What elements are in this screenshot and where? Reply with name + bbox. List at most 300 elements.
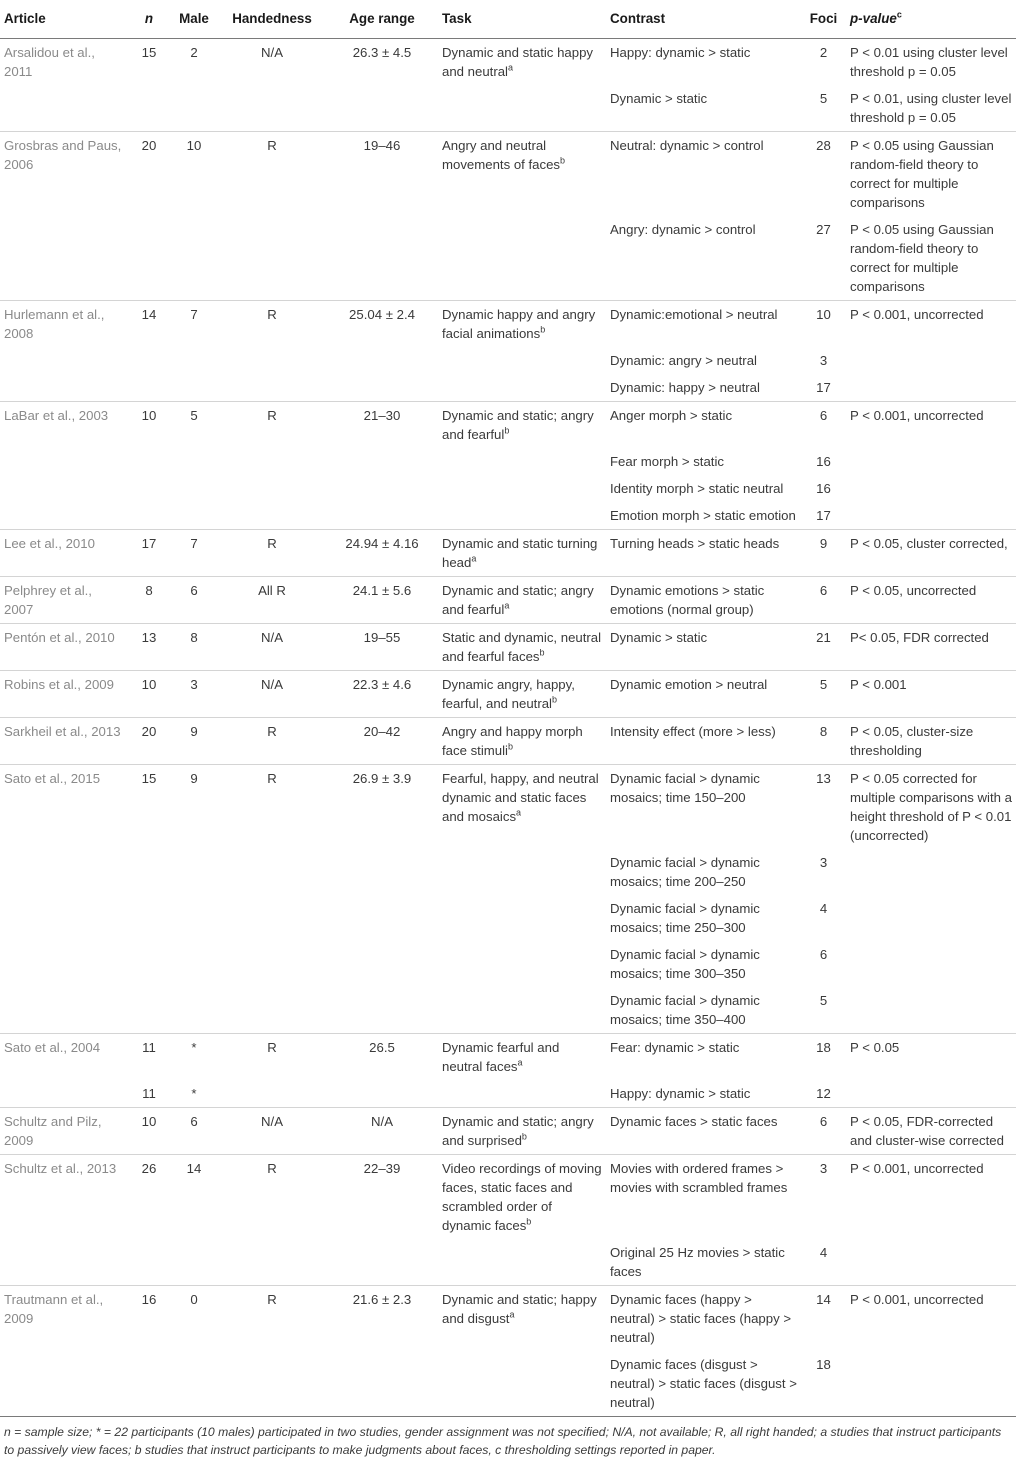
cell-contrast (606, 577, 801, 624)
cell-handedness (218, 530, 326, 577)
cell-article-text: Sarkheil et al., 2013 (4, 724, 121, 739)
cell-handedness-text: R (267, 771, 277, 786)
cell-article (0, 1155, 128, 1240)
cell-article (0, 301, 128, 348)
cell-foci (801, 530, 846, 577)
cell-male (170, 895, 218, 941)
cell-foci (801, 347, 846, 374)
cell-age-range (326, 1351, 438, 1417)
cell-foci-text: 6 (819, 947, 828, 962)
cell-foci-text: 17 (816, 380, 831, 395)
cell-male-text: 7 (190, 536, 198, 551)
cell-task (438, 765, 606, 850)
cell-male-text: 3 (190, 677, 198, 692)
cell-n-text: 10 (141, 1114, 157, 1129)
cell-contrast-text: Dynamic faces (happy > neutral) > static faces (happy > neutral) (610, 1292, 792, 1345)
cell-article (0, 402, 128, 449)
cell-handedness (218, 475, 326, 502)
cell-task (438, 941, 606, 987)
cell-task (438, 895, 606, 941)
table-row (0, 1108, 1016, 1155)
cell-n (128, 1108, 170, 1155)
cell-male (170, 475, 218, 502)
cell-task-text: Dynamic angry, happy, fearful, and neutral (442, 677, 575, 711)
cell-age-range (326, 374, 438, 402)
cell-handedness (218, 895, 326, 941)
task-footnote-marker: a (509, 1309, 515, 1320)
cell-male (170, 987, 218, 1034)
cell-foci (801, 718, 846, 765)
cell-n-text: 10 (141, 677, 157, 692)
cell-n (128, 216, 170, 301)
cell-contrast (606, 132, 801, 217)
cell-article (0, 1034, 128, 1081)
cell-male (170, 132, 218, 217)
cell-task (438, 671, 606, 718)
cell-task (438, 402, 606, 449)
cell-article-text: LaBar et al., 2003 (4, 408, 109, 423)
cell-p-value-text: P< 0.05, FDR corrected (850, 630, 989, 645)
cell-p-value-text: P < 0.001, uncorrected (850, 1292, 984, 1307)
cell-n-text: 20 (141, 138, 157, 153)
cell-handedness (218, 448, 326, 475)
header-age-range: Age range (349, 11, 415, 26)
table-row (0, 374, 1016, 402)
cell-handedness (218, 1351, 326, 1417)
cell-article-text: Schultz et al., 2013 (4, 1161, 117, 1176)
cell-handedness-text: R (267, 138, 277, 153)
cell-n-text: 17 (141, 536, 157, 551)
cell-contrast (606, 374, 801, 402)
cell-male-text: 5 (190, 408, 198, 423)
cell-p-value (846, 1286, 1016, 1352)
cell-contrast-text: Fear: dynamic > static (610, 1040, 740, 1055)
cell-handedness (218, 987, 326, 1034)
cell-age-range (326, 765, 438, 850)
cell-contrast (606, 1080, 801, 1108)
cell-male (170, 216, 218, 301)
cell-handedness-text: R (267, 1040, 277, 1055)
cell-task (438, 39, 606, 86)
table-row (0, 301, 1016, 348)
cell-handedness (218, 1034, 326, 1081)
cell-foci (801, 1351, 846, 1417)
task-footnote-marker: a (504, 600, 510, 611)
cell-foci-text: 6 (819, 408, 828, 423)
cell-p-value-text: P < 0.01, using cluster level threshold p = 0.05 (850, 91, 1012, 125)
cell-handedness (218, 502, 326, 530)
cell-task-text: Dynamic and static happy and neutral (442, 45, 593, 79)
cell-n-text: 14 (141, 307, 157, 322)
cell-foci (801, 39, 846, 86)
cell-age-range (326, 402, 438, 449)
cell-foci-text: 18 (816, 1040, 831, 1055)
cell-handedness-text: R (267, 1161, 277, 1176)
cell-p-value (846, 448, 1016, 475)
cell-article (0, 1080, 128, 1108)
table-row (0, 941, 1016, 987)
cell-handedness (218, 1155, 326, 1240)
cell-p-value-text: P < 0.05 using Gaussian random-field theory to correct for multiple comparisons (850, 138, 994, 210)
cell-task-text: Dynamic and static; angry and surprised (442, 1114, 594, 1148)
table-row (0, 987, 1016, 1034)
cell-foci-text: 2 (819, 45, 828, 60)
cell-task (438, 301, 606, 348)
cell-n (128, 402, 170, 449)
cell-task (438, 530, 606, 577)
cell-male (170, 1108, 218, 1155)
cell-article (0, 895, 128, 941)
table-row (0, 1286, 1016, 1352)
cell-contrast (606, 502, 801, 530)
table-row (0, 39, 1016, 86)
cell-n (128, 671, 170, 718)
cell-handedness-text: R (267, 536, 277, 551)
cell-task (438, 1108, 606, 1155)
cell-foci-text: 5 (819, 677, 828, 692)
task-footnote-marker: b (521, 1131, 527, 1142)
cell-n-text: 10 (141, 408, 157, 423)
cell-handedness-text: N/A (261, 1114, 283, 1129)
cell-p-value (846, 987, 1016, 1034)
cell-contrast (606, 301, 801, 348)
cell-p-value-text: P < 0.001, uncorrected (850, 408, 984, 423)
cell-age-range-text: 24.94 ± 4.16 (345, 536, 419, 551)
table-row (0, 671, 1016, 718)
cell-p-value (846, 849, 1016, 895)
cell-contrast-text: Dynamic facial > dynamic mosaics; time 300–350 (610, 947, 760, 981)
cell-task (438, 132, 606, 217)
table-row (0, 718, 1016, 765)
task-footnote-marker: b (507, 741, 513, 752)
cell-foci (801, 577, 846, 624)
cell-foci-text: 10 (816, 307, 831, 322)
cell-task (438, 1080, 606, 1108)
cell-task-text: Static and dynamic, neutral and fearful faces (442, 630, 602, 664)
cell-task-text: Dynamic and static; happy and disgust (442, 1292, 597, 1326)
cell-foci-text: 13 (816, 771, 831, 786)
header-contrast: Contrast (610, 11, 666, 26)
cell-article (0, 530, 128, 577)
cell-article (0, 718, 128, 765)
cell-foci (801, 1155, 846, 1240)
cell-foci (801, 895, 846, 941)
cell-male (170, 1351, 218, 1417)
cell-n (128, 475, 170, 502)
cell-age-range (326, 1034, 438, 1081)
cell-task-text: Dynamic and static; angry and fearful (442, 583, 594, 617)
cell-age-range-text: 26.3 ± 4.5 (352, 45, 412, 60)
cell-male (170, 347, 218, 374)
cell-foci-text: 3 (819, 1161, 828, 1176)
cell-article-text: Pelphrey et al., 2007 (4, 583, 92, 617)
cell-contrast-text: Identity morph > static neutral (610, 481, 784, 496)
cell-task-text: Angry and neutral movements of faces (442, 138, 561, 172)
cell-male-text: 10 (186, 138, 202, 153)
cell-n-text: 15 (141, 771, 157, 786)
cell-task (438, 502, 606, 530)
cell-handedness-text: N/A (261, 630, 283, 645)
cell-task (438, 624, 606, 671)
cell-handedness (218, 301, 326, 348)
cell-article (0, 475, 128, 502)
cell-n (128, 1080, 170, 1108)
table-row (0, 895, 1016, 941)
cell-age-range-text: 19–55 (363, 630, 401, 645)
cell-contrast (606, 895, 801, 941)
cell-article (0, 941, 128, 987)
cell-task-text: Fearful, happy, and neutral dynamic and static faces and mosaics (442, 771, 599, 824)
cell-age-range (326, 502, 438, 530)
cell-foci-text: 4 (819, 1245, 828, 1260)
cell-article-text: Sato et al., 2015 (4, 771, 101, 786)
cell-article-text: Grosbras and Paus, 2006 (4, 138, 122, 172)
cell-male (170, 402, 218, 449)
cell-n (128, 85, 170, 132)
cell-article (0, 1108, 128, 1155)
cell-p-value (846, 1034, 1016, 1081)
task-footnote-marker: b (540, 324, 546, 335)
cell-task (438, 1155, 606, 1240)
cell-male (170, 1286, 218, 1352)
cell-handedness (218, 216, 326, 301)
table-row (0, 216, 1016, 301)
table-row (0, 347, 1016, 374)
cell-age-range-text: 22.3 ± 4.6 (352, 677, 412, 692)
cell-p-value (846, 347, 1016, 374)
cell-contrast-text: Intensity effect (more > less) (610, 724, 776, 739)
cell-contrast (606, 1239, 801, 1286)
cell-age-range (326, 347, 438, 374)
cell-contrast (606, 718, 801, 765)
cell-p-value-text: P < 0.001, uncorrected (850, 307, 984, 322)
cell-n (128, 1286, 170, 1352)
cell-contrast-text: Happy: dynamic > static (610, 45, 751, 60)
cell-article-text: Schultz and Pilz, 2009 (4, 1114, 102, 1148)
table-row (0, 1239, 1016, 1286)
cell-task-text: Angry and happy morph face stimuli (442, 724, 583, 758)
cell-male-text: 6 (190, 583, 198, 598)
cell-handedness (218, 132, 326, 217)
cell-contrast-text: Dynamic facial > dynamic mosaics; time 150–200 (610, 771, 760, 805)
cell-contrast-text: Turning heads > static heads (610, 536, 780, 551)
cell-male (170, 624, 218, 671)
cell-handedness (218, 765, 326, 850)
cell-foci (801, 1108, 846, 1155)
cell-n (128, 1034, 170, 1081)
cell-handedness (218, 718, 326, 765)
cell-male (170, 448, 218, 475)
cell-p-value (846, 941, 1016, 987)
cell-age-range (326, 1108, 438, 1155)
cell-task (438, 1286, 606, 1352)
cell-male-text: 9 (190, 724, 198, 739)
cell-article (0, 374, 128, 402)
cell-contrast (606, 1155, 801, 1240)
cell-handedness (218, 374, 326, 402)
table-row (0, 577, 1016, 624)
cell-male-text: 6 (190, 1114, 198, 1129)
cell-article (0, 502, 128, 530)
cell-foci-text: 3 (819, 855, 828, 870)
cell-age-range-text: 20–42 (363, 724, 401, 739)
cell-age-range (326, 216, 438, 301)
cell-p-value-text: P < 0.05 corrected for multiple comparisons with a height threshold of P < 0.01 (uncorrected) (850, 771, 1012, 843)
header-task: Task (442, 11, 472, 26)
cell-foci (801, 1239, 846, 1286)
cell-n (128, 132, 170, 217)
cell-foci-text: 6 (819, 583, 828, 598)
cell-age-range (326, 1080, 438, 1108)
table-row (0, 849, 1016, 895)
cell-task-text: Video recordings of moving faces, static faces and scrambled order of dynamic faces (442, 1161, 602, 1233)
cell-contrast-text: Dynamic emotion > neutral (610, 677, 768, 692)
cell-task (438, 216, 606, 301)
cell-p-value-text: P < 0.05 (850, 1040, 900, 1055)
cell-male-text: 14 (186, 1161, 202, 1176)
cell-article-text: Hurlemann et al., 2008 (4, 307, 105, 341)
cell-contrast (606, 624, 801, 671)
cell-foci-text: 6 (819, 1114, 828, 1129)
cell-foci (801, 624, 846, 671)
cell-p-value (846, 1080, 1016, 1108)
cell-foci (801, 765, 846, 850)
cell-male-text: 7 (190, 307, 198, 322)
cell-age-range (326, 301, 438, 348)
table-row (0, 502, 1016, 530)
cell-age-range (326, 849, 438, 895)
cell-n (128, 718, 170, 765)
cell-p-value (846, 1155, 1016, 1240)
cell-contrast-text: Anger morph > static (610, 408, 733, 423)
cell-article (0, 1286, 128, 1352)
cell-handedness (218, 577, 326, 624)
cell-p-value (846, 671, 1016, 718)
cell-n (128, 502, 170, 530)
table-row (0, 85, 1016, 132)
cell-male (170, 1034, 218, 1081)
cell-foci-text: 14 (816, 1292, 831, 1307)
cell-contrast-text: Dynamic > static (610, 630, 708, 645)
cell-article-text: Pentón et al., 2010 (4, 630, 115, 645)
cell-handedness-text: R (267, 724, 277, 739)
table-row (0, 402, 1016, 449)
cell-male (170, 849, 218, 895)
cell-male (170, 577, 218, 624)
cell-contrast (606, 85, 801, 132)
cell-p-value (846, 85, 1016, 132)
cell-age-range (326, 718, 438, 765)
cell-male (170, 1155, 218, 1240)
header-n: n (144, 11, 154, 26)
cell-p-value-text: P < 0.01 using cluster level threshold p = 0.05 (850, 45, 1008, 79)
cell-foci (801, 502, 846, 530)
cell-task (438, 987, 606, 1034)
cell-handedness (218, 402, 326, 449)
cell-foci-text: 3 (819, 353, 828, 368)
cell-contrast-text: Angry: dynamic > control (610, 222, 756, 237)
cell-handedness (218, 941, 326, 987)
cell-n-text: 15 (141, 45, 157, 60)
cell-n (128, 941, 170, 987)
cell-article-text: Lee et al., 2010 (4, 536, 95, 551)
cell-foci (801, 374, 846, 402)
cell-p-value (846, 402, 1016, 449)
cell-contrast (606, 1286, 801, 1352)
table-row (0, 1034, 1016, 1081)
cell-age-range (326, 1286, 438, 1352)
cell-article (0, 448, 128, 475)
table-footnote (4, 1423, 1012, 1459)
cell-article (0, 216, 128, 301)
cell-age-range (326, 1239, 438, 1286)
cell-p-value (846, 1239, 1016, 1286)
cell-p-value (846, 895, 1016, 941)
cell-task (438, 85, 606, 132)
cell-task (438, 475, 606, 502)
cell-foci (801, 132, 846, 217)
cell-p-value-text: P < 0.05, FDR-corrected and cluster-wise corrected (850, 1114, 1004, 1148)
cell-age-range-text: 26.9 ± 3.9 (352, 771, 412, 786)
cell-task-text: Dynamic happy and angry facial animations (442, 307, 596, 341)
cell-foci-text: 5 (819, 91, 828, 106)
cell-age-range (326, 448, 438, 475)
table-row (0, 448, 1016, 475)
task-footnote-marker: b (526, 1216, 532, 1227)
cell-male (170, 374, 218, 402)
cell-article-text: Sato et al., 2004 (4, 1040, 101, 1055)
cell-article (0, 1239, 128, 1286)
cell-contrast (606, 347, 801, 374)
table-row (0, 475, 1016, 502)
cell-foci (801, 671, 846, 718)
cell-n (128, 1351, 170, 1417)
header-male: Male (179, 11, 209, 26)
cell-foci-text: 21 (816, 630, 831, 645)
cell-age-range (326, 624, 438, 671)
task-footnote-marker: a (508, 62, 514, 73)
cell-foci-text: 9 (819, 536, 828, 551)
cell-age-range-text: 22–39 (363, 1161, 401, 1176)
cell-foci (801, 1080, 846, 1108)
cell-age-range (326, 132, 438, 217)
cell-p-value-text: P < 0.05, uncorrected (850, 583, 977, 598)
cell-handedness (218, 85, 326, 132)
cell-contrast (606, 39, 801, 86)
cell-handedness-text: R (267, 408, 277, 423)
cell-foci (801, 402, 846, 449)
cell-p-value-text: P < 0.001, uncorrected (850, 1161, 984, 1176)
cell-handedness-text: N/A (261, 45, 283, 60)
cell-contrast (606, 941, 801, 987)
cell-article (0, 765, 128, 850)
cell-age-range-text: 24.1 ± 5.6 (352, 583, 412, 598)
cell-handedness (218, 671, 326, 718)
cell-article (0, 132, 128, 217)
cell-p-value (846, 765, 1016, 850)
cell-contrast-text: Dynamic:emotional > neutral (610, 307, 778, 322)
cell-contrast-text: Dynamic facial > dynamic mosaics; time 200–250 (610, 855, 760, 889)
cell-n (128, 895, 170, 941)
cell-foci-text: 27 (816, 222, 831, 237)
cell-age-range-text: 21–30 (363, 408, 401, 423)
cell-p-value-text: P < 0.05, cluster-size thresholding (850, 724, 974, 758)
cell-n (128, 1155, 170, 1240)
cell-article (0, 347, 128, 374)
cell-task (438, 374, 606, 402)
cell-contrast-text: Happy: dynamic > static (610, 1086, 751, 1101)
cell-contrast-text: Dynamic > static (610, 91, 708, 106)
